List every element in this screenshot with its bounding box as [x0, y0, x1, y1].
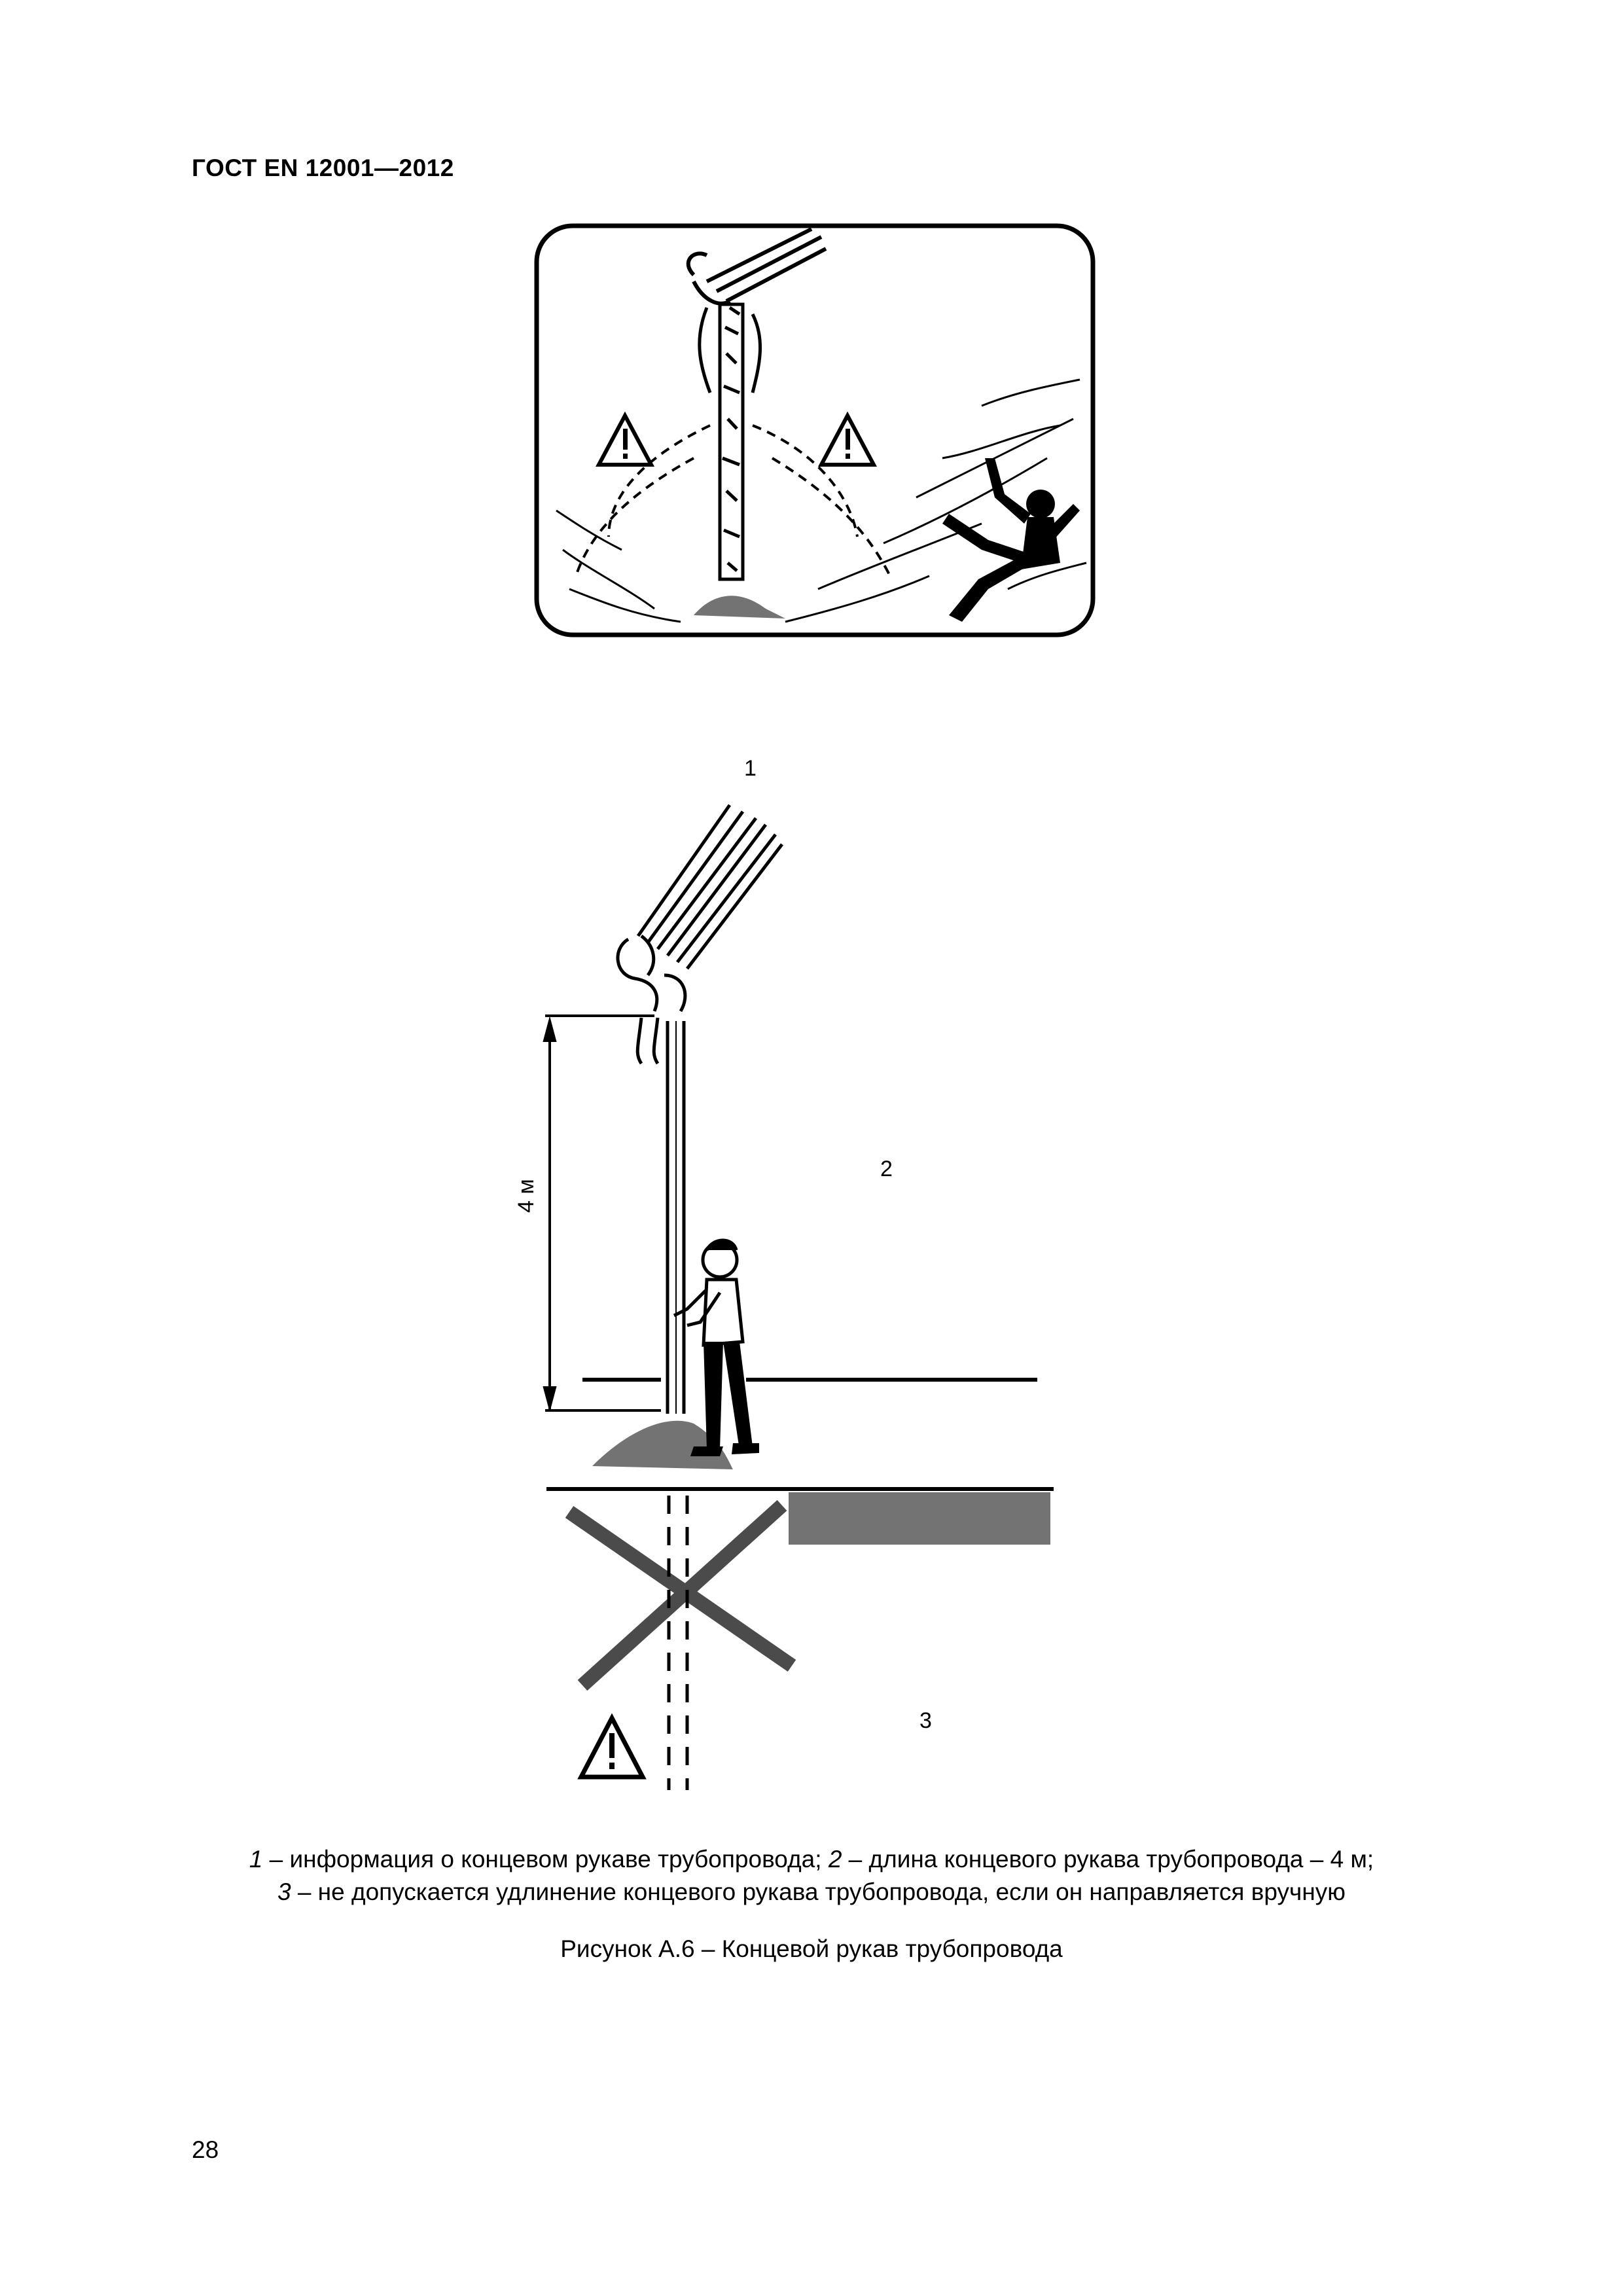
- warning-triangle-lower: [581, 1718, 643, 1777]
- falling-worker-figure: [942, 458, 1080, 622]
- figure-title: Рисунок А.6 – Концевой рукав трубопровода: [560, 1935, 1063, 1962]
- dimension-line-4m: [544, 1016, 661, 1410]
- end-hose-top: [700, 304, 760, 579]
- legend-key-2: 2: [828, 1846, 842, 1873]
- forbidden-cross: [569, 1505, 792, 1685]
- document-header: ГОСТ EN 12001—2012: [192, 154, 454, 181]
- boom-pipe-lower: [638, 805, 782, 969]
- legend-key-3: 3: [277, 1878, 291, 1905]
- figure-legend-line-2: [0, 1876, 1623, 1909]
- dashed-hose-extension: [669, 1496, 687, 1790]
- end-hose-lower: [668, 1021, 684, 1414]
- legend-text-2: – длина концевого рукава трубопровода – 4 м;: [842, 1846, 1374, 1873]
- figure-label-1: 1: [744, 756, 757, 781]
- pipe-elbows: [618, 936, 685, 1064]
- legend-text-1: – информация о концевом рукаве трубопровода;: [262, 1846, 829, 1873]
- figure-legend-line-1: [0, 1843, 1623, 1876]
- legend-key-1: 1: [249, 1846, 263, 1873]
- boom-pipe-top: [688, 229, 826, 304]
- dimension-label: 4 м: [514, 1179, 539, 1213]
- legend-text-3: – не допускается удлинение концевого рукава трубопровода, если он направляется вручную: [291, 1878, 1346, 1905]
- soil-texture: [789, 1492, 1050, 1545]
- concrete-pile-top: [694, 596, 785, 619]
- warning-triangle-left: [599, 416, 651, 465]
- warning-triangle-right: [821, 416, 874, 465]
- page-number: 28: [192, 2136, 219, 2163]
- figure-label-3: 3: [919, 1708, 932, 1733]
- figure-label-2: 2: [880, 1157, 893, 1181]
